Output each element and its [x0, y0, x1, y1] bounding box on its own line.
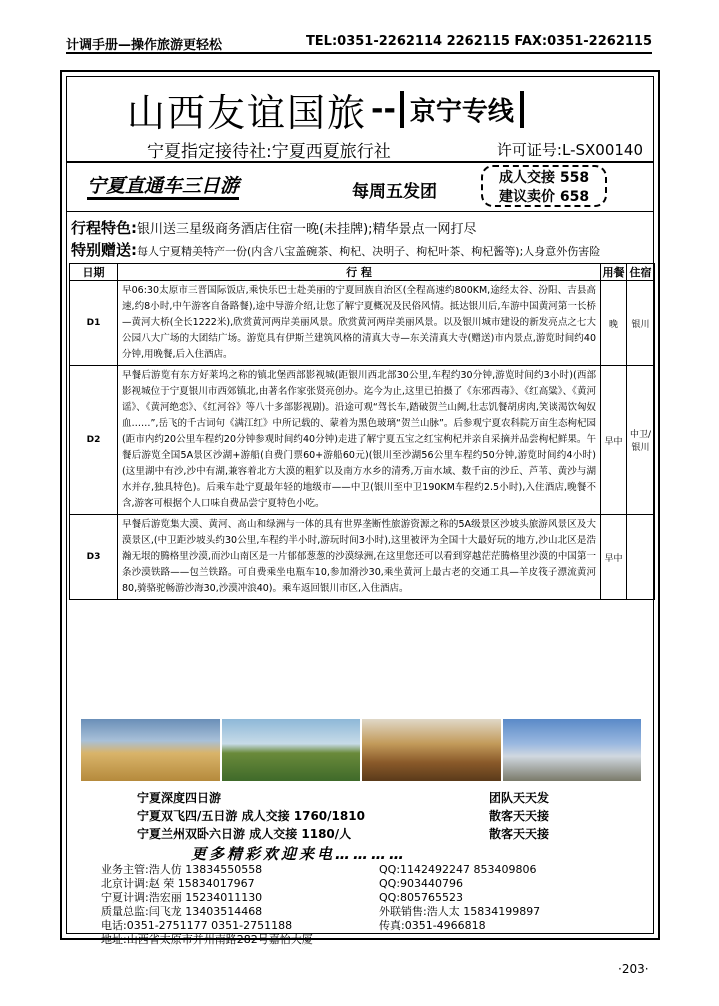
day-cell: D3 — [70, 515, 118, 600]
company-title: 山西友谊国旅 — [127, 90, 368, 135]
header-meals: 用餐 — [601, 264, 627, 281]
contacts-left — [101, 863, 313, 947]
stay-cell: 银川 — [627, 281, 655, 366]
reception-agency: 宁夏指定接待社:宁夏西夏旅行社 — [147, 142, 391, 162]
desc-cell: 早餐后游览集大漠、黄河、高山和绿洲与一体的具有世界垄断性旅游资源之称的5A级景区沙坡头旅游风景区及大漠景区,(中卫距沙坡头约30公里,车程约半小时,游玩时间3小时),这里被评为全国十大最好玩的地方,沙山北区是浩瀚无垠的腾格里沙漠,而沙山南区是一片郁郁葱葱的沙漠绿洲,在这里您还可以看到穿越茫茫腾格里沙漠的中国第一条沙漠铁路——包兰铁路。可自费乘坐电瓶车10,参加滑沙30,乘坐黄河上最古老的交通工具—羊皮筏子漂流黄河80,骑骆驼畅游沙海30,沙漠冲浪40)。乘车返回银川市区,入住酒店。 — [118, 515, 601, 600]
call-to-action: 更多精彩欢迎来电………… — [191, 845, 408, 863]
contact-line: 电话:0351-2751177 0351-2751188 — [101, 919, 293, 932]
header-itinerary: 行 程 — [118, 264, 601, 281]
meal-cell: 早中 — [601, 515, 627, 600]
flyer-frame — [60, 70, 660, 946]
meal-cell: 晚 — [601, 281, 627, 366]
features-label: 行程特色: — [71, 219, 137, 237]
contact-line: 传真:0351-4966818 — [379, 919, 486, 932]
contact-line: QQ:805765523 — [379, 891, 464, 904]
tour-name: 宁夏深度四日游 — [137, 791, 222, 805]
tour-item — [137, 825, 365, 843]
meal-cell: 早中 — [601, 366, 627, 515]
tour-schedule: 团队天天发 — [489, 791, 550, 805]
contact-line: 宁夏计调:浩宏丽 15234011130 — [101, 891, 263, 904]
contact-line: 地址:山西省太原市并州南路282号嘉怡大厦 — [101, 933, 313, 946]
flyer-inner — [66, 76, 654, 946]
contact-line: 质量总监:闫飞龙 13403514468 — [101, 905, 263, 918]
line-tag: 京宁专线 — [400, 91, 524, 128]
tour-price: 成人交接 1760/1810 — [241, 809, 365, 823]
tour-name: 宁夏双飞四/五日游 — [137, 809, 238, 823]
table-row — [70, 366, 655, 515]
stay-cell: 中卫/银川 — [627, 366, 655, 515]
mosque-photo — [503, 719, 642, 781]
title-dash: -- — [371, 91, 396, 127]
tour-item — [137, 789, 365, 807]
desc-cell: 早餐后游览有东方好莱坞之称的镇北堡西部影视城(距银川西北部30公里,车程约30分钟,游览时间约3小时)(西部影视城位于宁夏银川市西郊镇北,由著名作家张贤亮创办。迄今为止,这里已拍摄了《东邪西毒》、《红高粱》、《黄河谣》、《黄河绝恋》、《红河谷》等八十多部影视剧)。沿途可观“驾长车,踏破贺兰山阙,壮志饥餐胡虏肉,笑谈渴饮匈奴血……”,岳飞的千古词句《满江红》中所记载的、蒙着为黑色玻璃“贺兰山脉”。后参观宁夏农科院万亩生态枸杞园(距市内约20公里车程约20分钟参观时间约40分钟)走进了解宁夏五宝之红宝枸杞并亲自采摘并品尝枸杞鲜果。午餐后游览全国5A景区沙湖+游船(自费门票60+游船60元)(银川至沙湖56公里车程约50分钟,游览时间约4小时)(这里湖中有沙,沙中有湖,兼容着北方大漠的粗犷以及南方水乡的清秀,万亩水域、数千亩的沙丘、芦苇、黄沙与湖水并存,独具特色)。后乘车赴宁夏最年轻的地级市——中卫(银川至中卫190KM车程约2.5小时),入住酒店,晚餐不含,游客可根据个人口味自费品尝宁夏特色小吃。 — [118, 366, 601, 515]
title-row — [127, 85, 627, 133]
tour-name: 宁夏兰州双卧六日游 — [137, 827, 246, 841]
price-box — [481, 165, 607, 207]
divider — [67, 211, 653, 212]
divider — [67, 161, 653, 163]
header-tagline: 计调手册—操作旅游更轻松 — [66, 38, 223, 53]
tour-schedule: 散客天天接 — [489, 827, 550, 841]
table-row — [70, 515, 655, 600]
desc-cell: 早06:30太原市三晋国际饭店,乘快乐巴士赴美丽的宁夏回族自治区(全程高速约800KM,途经太谷、汾阳、吉县高速,约8小时,中午游客自备路餐),途中导游介绍,让您了解宁夏概况及民俗风情。抵达银川后,车游中国黄河第一长桥—黄河大桥(全长1222米),欣赏黄河两岸美丽风景。欣赏黄河两岸美丽风景。以及银川城市建设的新发亮点之七大公园八大广场的大团结广场。游览具有伊斯兰建筑风格的清真大寺—东关清真大寺(赠送)市内景点,游览时间约40分钟,用晚餐,后入住酒店。 — [118, 281, 601, 366]
features-text: 银川送三星级商务酒店住宿一晚(未挂牌);精华景点一网打尽 — [137, 222, 477, 237]
header-contact: TEL:0351-2262114 2262115 FAX:0351-2262115 — [305, 34, 652, 49]
suggested-price: 建议卖价 658 — [499, 189, 590, 205]
header-date: 日期 — [70, 264, 118, 281]
contacts-right — [379, 863, 540, 933]
table-header-row — [70, 264, 655, 281]
tour-price: 成人交接 1180/人 — [249, 827, 352, 841]
tour-schedule: 散客天天接 — [489, 809, 550, 823]
tour-item — [137, 807, 365, 825]
day-cell: D2 — [70, 366, 118, 515]
departure-schedule: 每周五发团 — [352, 182, 437, 202]
header-lodging: 住宿 — [627, 264, 655, 281]
contact-line: 北京计调:赵 荣 15834017967 — [101, 877, 255, 890]
contact-line: QQ:1142492247 853409806 — [379, 863, 537, 876]
license-number: 许可证号:L-SX00140 — [496, 141, 643, 159]
page-number: ·203· — [618, 962, 649, 976]
tour-banner — [87, 171, 307, 201]
features-line — [71, 217, 477, 238]
table-row — [70, 281, 655, 366]
photo-strip — [81, 719, 641, 781]
gifts-label: 特别赠送: — [71, 241, 137, 259]
stay-cell — [627, 515, 655, 600]
gifts-text: 每人宁夏精美特产一份(内含八宝盖碗茶、枸杞、决明子、枸杞叶茶、枸杞酱等);人身意外伤害险 — [137, 245, 601, 258]
adult-price: 成人交接 558 — [499, 170, 590, 186]
header-bar — [66, 34, 652, 54]
tour-banner-text: 宁夏直通车三日游 — [87, 175, 239, 200]
day-cell: D1 — [70, 281, 118, 366]
contact-line: 外联销售:浩人太 15834199897 — [379, 905, 541, 918]
wetland-photo — [222, 719, 361, 781]
tour-schedules — [489, 789, 549, 843]
itinerary-table — [69, 263, 655, 600]
contact-line: QQ:903440796 — [379, 877, 464, 890]
tour-list — [137, 789, 365, 843]
gifts-line — [71, 239, 600, 260]
film-studio-photo — [362, 719, 501, 781]
desert-photo — [81, 719, 220, 781]
contact-line: 业务主管:浩人仿 13834550558 — [101, 863, 263, 876]
